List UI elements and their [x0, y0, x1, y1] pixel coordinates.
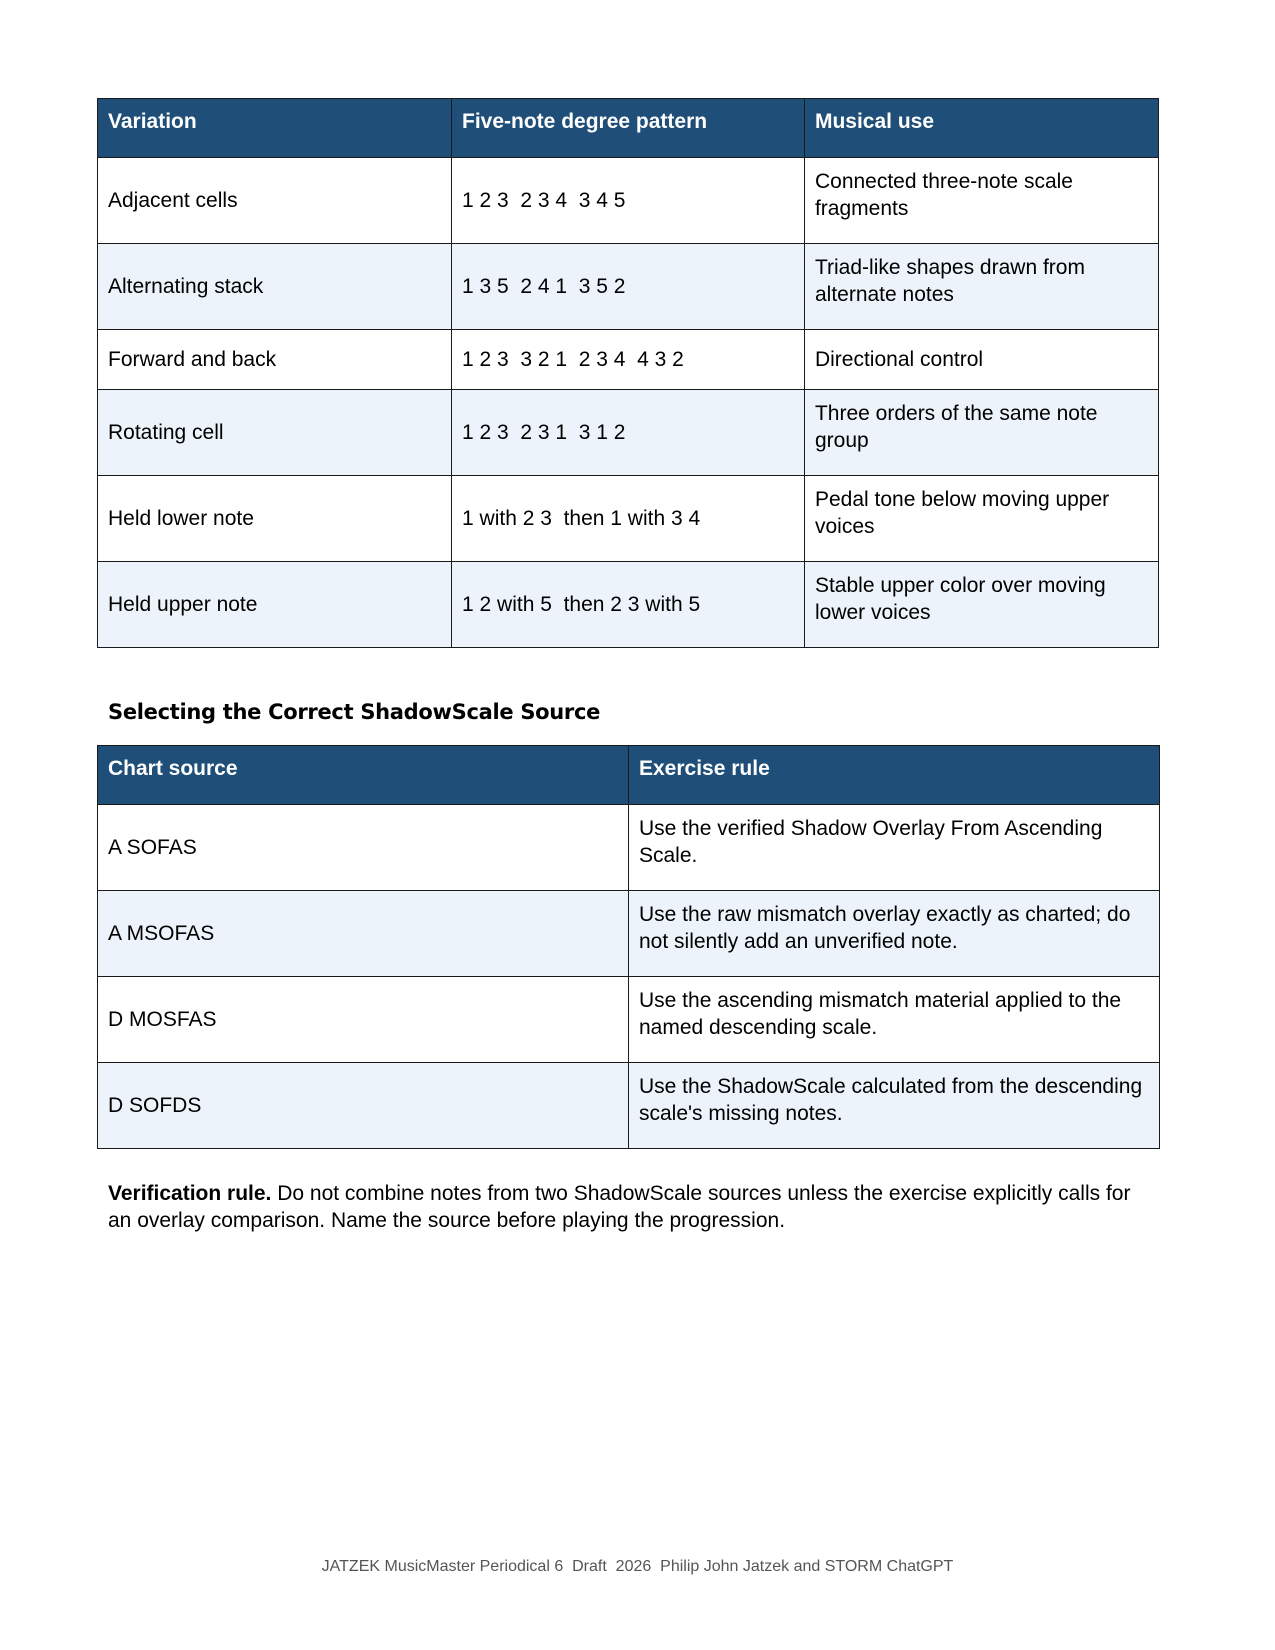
exercise-rule-cell: Use the ascending mismatch material applied to the named descending scale. — [629, 977, 1160, 1063]
musical-use-cell: Pedal tone below moving upper voices — [804, 476, 1158, 562]
table-header-row — [98, 99, 1159, 158]
pattern-cell: 1 2 3 2 3 1 3 1 2 — [452, 390, 805, 476]
chart-source-cell: D SOFDS — [98, 1063, 629, 1149]
variation-cell: Rotating cell — [98, 390, 452, 476]
chart-source-cell: A MSOFAS — [98, 891, 629, 977]
variation-cell: Adjacent cells — [98, 158, 452, 244]
table-row — [98, 562, 1159, 648]
verification-rule-text: Do not combine notes from two ShadowScale sources unless the exercise explicitly calls for an overlay comparison. Name the source before playing the progression. — [108, 1182, 1131, 1232]
table-row — [98, 390, 1159, 476]
chart-source-cell: A SOFAS — [98, 805, 629, 891]
pattern-cell: 1 with 2 3 then 1 with 3 4 — [452, 476, 805, 562]
musical-use-cell: Three orders of the same note group — [804, 390, 1158, 476]
chart-source-cell: D MOSFAS — [98, 977, 629, 1063]
musical-use-cell: Stable upper color over moving lower voices — [804, 562, 1158, 648]
exercise-rule-cell: Use the raw mismatch overlay exactly as charted; do not silently add an unverified note. — [629, 891, 1160, 977]
pattern-cell: 1 3 5 2 4 1 3 5 2 — [452, 244, 805, 330]
pattern-cell: 1 2 with 5 then 2 3 with 5 — [452, 562, 805, 648]
verification-rule-lead: Verification rule. — [108, 1182, 272, 1205]
pattern-cell: 1 2 3 3 2 1 2 3 4 4 3 2 — [452, 330, 805, 390]
variation-cell: Held upper note — [98, 562, 452, 648]
musical-use-cell: Triad-like shapes drawn from alternate notes — [804, 244, 1158, 330]
column-header-variation: Variation — [98, 99, 452, 158]
page-footer: JATZEK MusicMaster Periodical 6 Draft 2026 Philip John Jatzek and STORM ChatGPT — [321, 1558, 954, 1575]
sources-table — [97, 745, 1160, 1149]
table-row — [98, 891, 1160, 977]
musical-use-cell: Connected three-note scale fragments — [804, 158, 1158, 244]
table-row — [98, 977, 1160, 1063]
variation-cell: Forward and back — [98, 330, 452, 390]
column-header-musical-use: Musical use — [804, 99, 1158, 158]
table-row — [98, 805, 1160, 891]
table-row — [98, 244, 1159, 330]
table-row — [98, 1063, 1160, 1149]
musical-use-cell: Directional control — [804, 330, 1158, 390]
table-header-row — [98, 746, 1160, 805]
variations-table — [97, 98, 1159, 648]
verification-rule-paragraph — [108, 1180, 1158, 1234]
table-row — [98, 158, 1159, 244]
table-row — [98, 476, 1159, 562]
section-heading: Selecting the Correct ShadowScale Source — [108, 700, 601, 724]
exercise-rule-cell: Use the verified Shadow Overlay From Ascending Scale. — [629, 805, 1160, 891]
column-header-chart-source: Chart source — [98, 746, 629, 805]
column-header-pattern: Five-note degree pattern — [452, 99, 805, 158]
variation-cell: Held lower note — [98, 476, 452, 562]
column-header-exercise-rule: Exercise rule — [629, 746, 1160, 805]
pattern-cell: 1 2 3 2 3 4 3 4 5 — [452, 158, 805, 244]
table-row — [98, 330, 1159, 390]
exercise-rule-cell: Use the ShadowScale calculated from the descending scale's missing notes. — [629, 1063, 1160, 1149]
variation-cell: Alternating stack — [98, 244, 452, 330]
